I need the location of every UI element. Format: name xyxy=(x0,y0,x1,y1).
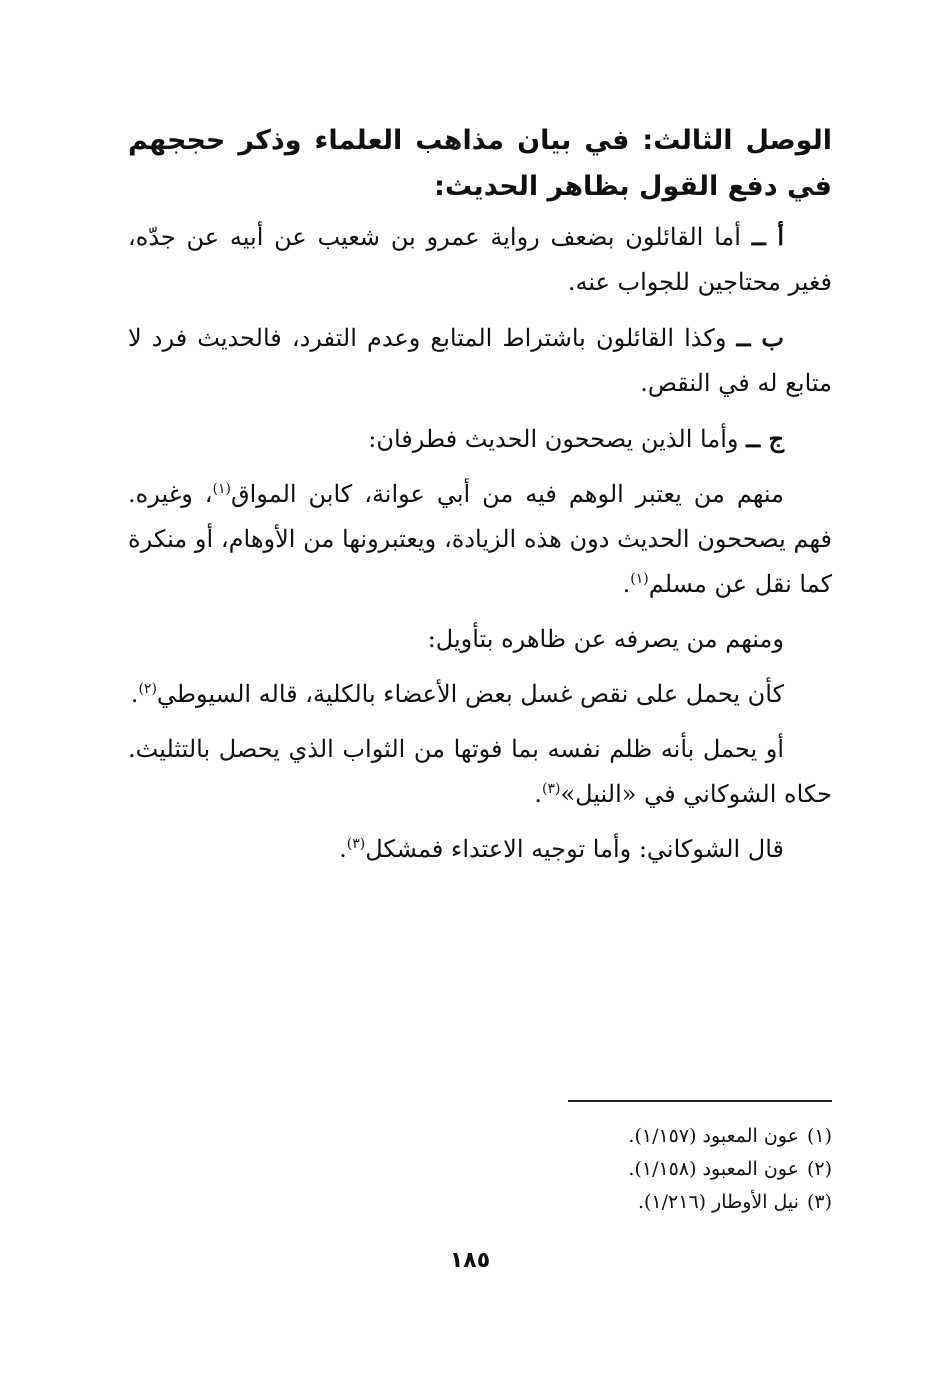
paragraph-a-text: أما القائلون بضعف رواية عمرو بن شعيب عن أبيه عن جدّه، فغير محتاجين للجواب عنه. xyxy=(128,223,832,296)
paragraph-interpretation-1-end: . xyxy=(130,680,139,708)
paragraph-shawkani-end: . xyxy=(339,835,347,863)
paragraph-c xyxy=(128,416,832,462)
footnote-1-number: (١) xyxy=(806,1125,832,1147)
footnote-ref-1b: (١) xyxy=(630,571,649,587)
section-heading: الوصل الثالث: في بيان مذاهب العلماء وذكر حججهم في دفع القول بظاهر الحديث: xyxy=(128,125,832,202)
footnote-3-number: (٣) xyxy=(806,1191,832,1213)
paragraph-a-label: أ ــ xyxy=(751,222,784,251)
paragraph-shawkani xyxy=(128,827,832,872)
footnote-3 xyxy=(400,1186,832,1219)
footnotes xyxy=(400,1120,832,1219)
paragraph-b-label: ب ــ xyxy=(736,323,784,352)
paragraph-a xyxy=(128,214,832,305)
paragraph-second-group: ومنهم من يصرفه عن ظاهره بتأويل: xyxy=(427,625,784,653)
paragraph-shawkani-text: قال الشوكاني: وأما توجيه الاعتداء فمشكل xyxy=(365,835,784,863)
footnote-ref-2: (٢) xyxy=(138,681,157,697)
paragraph-interpretation-2-text: أو يحمل بأنه ظلم نفسه بما فوتها من الثواب الذي يحصل بالتثليث. حكاه الشوكاني في «النيل» xyxy=(128,735,832,808)
footnote-1-text: عون المعبود (١/١٥٧). xyxy=(628,1125,799,1147)
paragraph-b xyxy=(128,315,832,406)
footnote-3-text: نيل الأوطار (١/٢١٦). xyxy=(637,1191,799,1213)
page-body xyxy=(128,118,832,882)
footnote-ref-3b: (٣) xyxy=(346,836,366,852)
paragraph-first-group xyxy=(128,472,832,607)
paragraph-interpretation-1-text: كأن يحمل على نقص غسل بعض الأعضاء بالكلية، قاله السيوطي xyxy=(156,680,784,708)
paragraph-interpretation-2-end: . xyxy=(534,780,542,808)
paragraph-first-group-text-2: ، وغيره. فهم يصححون الحديث دون هذه الزيادة، ويعتبرونها من الأوهام، أو منكرة كما نقل عن مسلم xyxy=(128,480,832,598)
footnote-ref-3: (٣) xyxy=(541,781,561,797)
footnote-2 xyxy=(400,1153,832,1186)
footnote-1 xyxy=(400,1120,832,1153)
paragraph-first-group-text-1: منهم من يعتبر الوهم فيه من أبي عوانة، كابن المواق xyxy=(231,480,784,508)
paragraph-b-text: وكذا القائلون باشتراط المتابع وعدم التفرد، فالحديث فرد لا متابع له في النقص. xyxy=(128,324,832,397)
paragraph-c-label: ج ــ xyxy=(746,424,784,453)
page-number: ١٨٥ xyxy=(449,1248,491,1273)
footnote-2-number: (٢) xyxy=(806,1158,832,1180)
paragraph-interpretation-2 xyxy=(128,727,832,817)
footnote-2-text: عون المعبود (١/١٥٨). xyxy=(628,1158,799,1180)
footnote-divider xyxy=(568,1100,832,1102)
footnote-ref-1: (١) xyxy=(212,481,232,497)
paragraph-interpretation-1 xyxy=(128,672,832,717)
paragraph-c-text: وأما الذين يصححون الحديث فطرفان: xyxy=(368,425,747,453)
paragraph-first-group-end: . xyxy=(622,570,631,598)
